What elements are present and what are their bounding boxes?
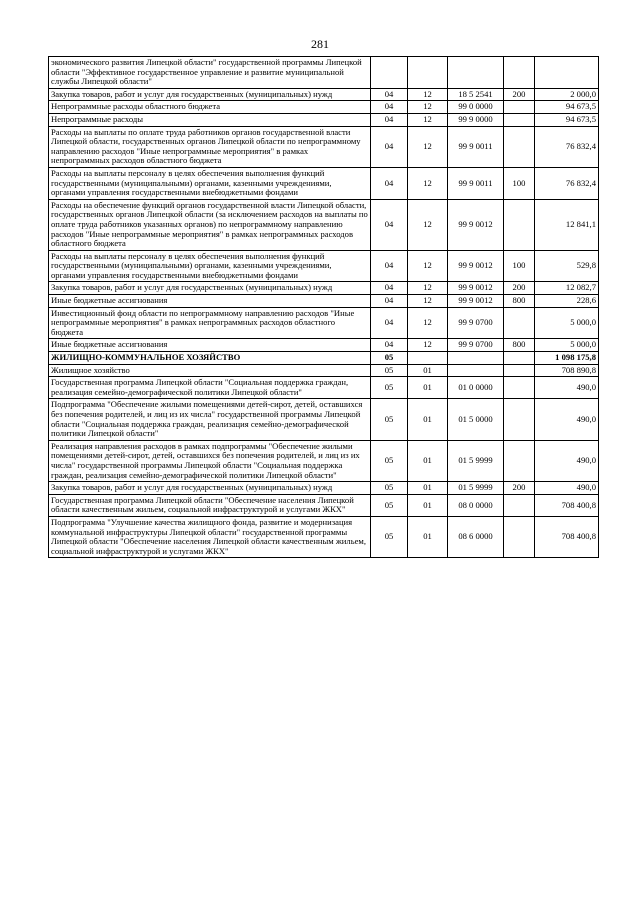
expense-name-cell: Государственная программа Липецкой области "Социальная поддержка граждан, реализация семейно-демографической политики Липецкой области": [49, 377, 371, 399]
target-article-cell: [448, 57, 504, 89]
amount-cell: 5 000,0: [535, 307, 599, 339]
expense-type-cell: [504, 126, 535, 167]
expense-name-cell: Расходы на выплаты персоналу в целях обеспечения выполнения функций государственными (муниципальными) органами, казенными учреждениями, органами управления государственными внебюджетными фондами: [49, 167, 371, 199]
section-code-cell: 05: [371, 352, 408, 365]
table-row: [49, 101, 599, 114]
section-code-cell: 05: [371, 364, 408, 377]
amount-cell: 94 673,5: [535, 113, 599, 126]
table-row: [49, 352, 599, 365]
table-row: [49, 126, 599, 167]
target-article-cell: [448, 364, 504, 377]
amount-cell: 529,8: [535, 250, 599, 282]
table-row: [49, 113, 599, 126]
expense-name-cell: Расходы на выплаты персоналу в целях обеспечения выполнения функций государственными (муниципальными) органами, казенными учреждениями, органами управления государственными внебюджетными фондами: [49, 250, 371, 282]
subsection-code-cell: 12: [408, 199, 448, 250]
expense-type-cell: [504, 199, 535, 250]
section-code-cell: 04: [371, 282, 408, 295]
subsection-code-cell: 12: [408, 113, 448, 126]
subsection-code-cell: 12: [408, 126, 448, 167]
expense-name-cell: Реализация направления расходов в рамках подпрограммы "Обеспечение жилыми помещениями детей-сирот, детей, оставшихся без попечения родителей, и лиц из их числа" государственной программы Липецкой области "Социальная поддержка граждан, реализация семейно-демографической политики Липецкой области": [49, 440, 371, 481]
expense-name-cell: Инвестиционный фонд области по непрограммному направлению расходов "Иные непрограммные мероприятия" в рамках непрограммных расходов областного бюджета: [49, 307, 371, 339]
target-article-cell: 99 0 0000: [448, 101, 504, 114]
amount-cell: 5 000,0: [535, 339, 599, 352]
table-row: [49, 399, 599, 440]
section-code-cell: 04: [371, 295, 408, 308]
expense-name-cell: Иные бюджетные ассигнования: [49, 295, 371, 308]
table-row: [49, 282, 599, 295]
section-code-cell: 04: [371, 199, 408, 250]
expense-type-cell: [504, 516, 535, 557]
target-article-cell: 01 0 0000: [448, 377, 504, 399]
section-code-cell: 04: [371, 167, 408, 199]
expense-name-cell: Подпрограмма "Улучшение качества жилищного фонда, развитие и модернизация коммунальной инфраструктуры Липецкой области" государственной программы Липецкой области "Обеспечение населения Липецкой области качественным жильем, социальной инфраструктурой и услугами ЖКХ": [49, 516, 371, 557]
section-code-cell: 04: [371, 101, 408, 114]
section-code-cell: 05: [371, 516, 408, 557]
target-article-cell: 01 5 0000: [448, 399, 504, 440]
amount-cell: 490,0: [535, 399, 599, 440]
subsection-code-cell: 01: [408, 399, 448, 440]
target-article-cell: 99 9 0012: [448, 282, 504, 295]
section-code-cell: 04: [371, 307, 408, 339]
target-article-cell: 08 6 0000: [448, 516, 504, 557]
amount-cell: [535, 57, 599, 89]
subsection-code-cell: 12: [408, 295, 448, 308]
section-code-cell: 05: [371, 377, 408, 399]
amount-cell: 94 673,5: [535, 101, 599, 114]
expense-name-cell: Государственная программа Липецкой области "Обеспечение населения Липецкой области качественным жильем, социальной инфраструктурой и услугами ЖКХ": [49, 494, 371, 516]
target-article-cell: 99 9 0012: [448, 295, 504, 308]
expense-type-cell: 200: [504, 88, 535, 101]
amount-cell: 76 832,4: [535, 126, 599, 167]
subsection-code-cell: [408, 352, 448, 365]
expense-type-cell: [504, 440, 535, 481]
subsection-code-cell: 12: [408, 307, 448, 339]
subsection-code-cell: 12: [408, 282, 448, 295]
section-code-cell: 04: [371, 339, 408, 352]
expense-name-cell: Закупка товаров, работ и услуг для государственных (муниципальных) нужд: [49, 282, 371, 295]
subsection-code-cell: [408, 57, 448, 89]
expense-name-cell: экономического развития Липецкой области" государственной программы Липецкой области "Эффективное государственное управление и развитие муниципальной службы Липецкой области": [49, 57, 371, 89]
amount-cell: 708 400,8: [535, 494, 599, 516]
table-row: [49, 88, 599, 101]
table-row: [49, 307, 599, 339]
expense-type-cell: [504, 352, 535, 365]
section-code-cell: 04: [371, 250, 408, 282]
expense-type-cell: [504, 494, 535, 516]
amount-cell: 490,0: [535, 482, 599, 495]
subsection-code-cell: 01: [408, 482, 448, 495]
expense-type-cell: 100: [504, 250, 535, 282]
amount-cell: 708 890,8: [535, 364, 599, 377]
expense-name-cell: Жилищное хозяйство: [49, 364, 371, 377]
subsection-code-cell: 01: [408, 440, 448, 481]
expense-name-cell: Закупка товаров, работ и услуг для государственных (муниципальных) нужд: [49, 88, 371, 101]
section-code-cell: 05: [371, 482, 408, 495]
subsection-code-cell: 01: [408, 364, 448, 377]
amount-cell: 1 098 175,8: [535, 352, 599, 365]
expense-type-cell: 200: [504, 482, 535, 495]
subsection-code-cell: 12: [408, 167, 448, 199]
table-row: [49, 364, 599, 377]
target-article-cell: 99 9 0700: [448, 307, 504, 339]
amount-cell: 12 082,7: [535, 282, 599, 295]
section-code-cell: 04: [371, 113, 408, 126]
expense-name-cell: Подпрограмма "Обеспечение жилыми помещениями детей-сирот, детей, оставшихся без попечения родителей, и лиц из их числа" государственной программы Липецкой области "Социальная поддержка граждан, реализация семейно-демографической политики Липецкой области": [49, 399, 371, 440]
table-row: [49, 295, 599, 308]
table-row: [49, 482, 599, 495]
subsection-code-cell: 01: [408, 494, 448, 516]
section-code-cell: [371, 57, 408, 89]
expense-name-cell: Непрограммные расходы: [49, 113, 371, 126]
expense-type-cell: 200: [504, 282, 535, 295]
expense-type-cell: 800: [504, 295, 535, 308]
expense-type-cell: [504, 101, 535, 114]
target-article-cell: 08 0 0000: [448, 494, 504, 516]
subsection-code-cell: 01: [408, 516, 448, 557]
table-row: [49, 250, 599, 282]
subsection-code-cell: 12: [408, 250, 448, 282]
target-article-cell: 99 9 0011: [448, 167, 504, 199]
target-article-cell: [448, 352, 504, 365]
target-article-cell: 01 5 9999: [448, 440, 504, 481]
expense-type-cell: 100: [504, 167, 535, 199]
subsection-code-cell: 01: [408, 377, 448, 399]
budget-table: [48, 56, 599, 558]
table-row: [49, 57, 599, 89]
expense-type-cell: [504, 399, 535, 440]
expense-type-cell: [504, 113, 535, 126]
expense-name-cell: Расходы на обеспечение функций органов государственной власти Липецкой области, государственных органов Липецкой области (за исключением расходов на выплаты по оплате труда работников указанных органов) по непрограммному направлению расходов "Иные непрограммные мероприятия" в рамках непрограммных расходов областного бюджета: [49, 199, 371, 250]
expense-type-cell: [504, 377, 535, 399]
table-row: [49, 339, 599, 352]
section-code-cell: 04: [371, 126, 408, 167]
amount-cell: 2 000,0: [535, 88, 599, 101]
amount-cell: 228,6: [535, 295, 599, 308]
target-article-cell: 99 9 0012: [448, 199, 504, 250]
expense-type-cell: [504, 364, 535, 377]
target-article-cell: 99 9 0012: [448, 250, 504, 282]
expense-name-cell: Расходы на выплаты по оплате труда работников органов государственной власти Липецкой области, государственных органов Липецкой области по непрограммному направлению расходов "Иные непрограммные мероприятия" в рамках непрограммных расходов областного бюджета: [49, 126, 371, 167]
target-article-cell: 99 9 0000: [448, 113, 504, 126]
expense-type-cell: 800: [504, 339, 535, 352]
target-article-cell: 01 5 9999: [448, 482, 504, 495]
subsection-code-cell: 12: [408, 339, 448, 352]
target-article-cell: 99 9 0700: [448, 339, 504, 352]
amount-cell: 76 832,4: [535, 167, 599, 199]
section-code-cell: 05: [371, 494, 408, 516]
target-article-cell: 18 5 2541: [448, 88, 504, 101]
table-row: [49, 199, 599, 250]
expense-type-cell: [504, 307, 535, 339]
table-row: [49, 516, 599, 557]
expense-name-cell: Иные бюджетные ассигнования: [49, 339, 371, 352]
table-row: [49, 494, 599, 516]
section-code-cell: 05: [371, 440, 408, 481]
expense-name-cell: Непрограммные расходы областного бюджета: [49, 101, 371, 114]
page-number: 281: [311, 37, 329, 51]
section-code-cell: 04: [371, 88, 408, 101]
table-row: [49, 167, 599, 199]
amount-cell: 12 841,1: [535, 199, 599, 250]
target-article-cell: 99 9 0011: [448, 126, 504, 167]
table-row: [49, 440, 599, 481]
amount-cell: 708 400,8: [535, 516, 599, 557]
expense-name-cell: Закупка товаров, работ и услуг для государственных (муниципальных) нужд: [49, 482, 371, 495]
expense-type-cell: [504, 57, 535, 89]
subsection-code-cell: 12: [408, 88, 448, 101]
subsection-code-cell: 12: [408, 101, 448, 114]
expense-name-cell: ЖИЛИЩНО-КОММУНАЛЬНОЕ ХОЗЯЙСТВО: [49, 352, 371, 365]
section-code-cell: 05: [371, 399, 408, 440]
table-row: [49, 377, 599, 399]
amount-cell: 490,0: [535, 440, 599, 481]
amount-cell: 490,0: [535, 377, 599, 399]
